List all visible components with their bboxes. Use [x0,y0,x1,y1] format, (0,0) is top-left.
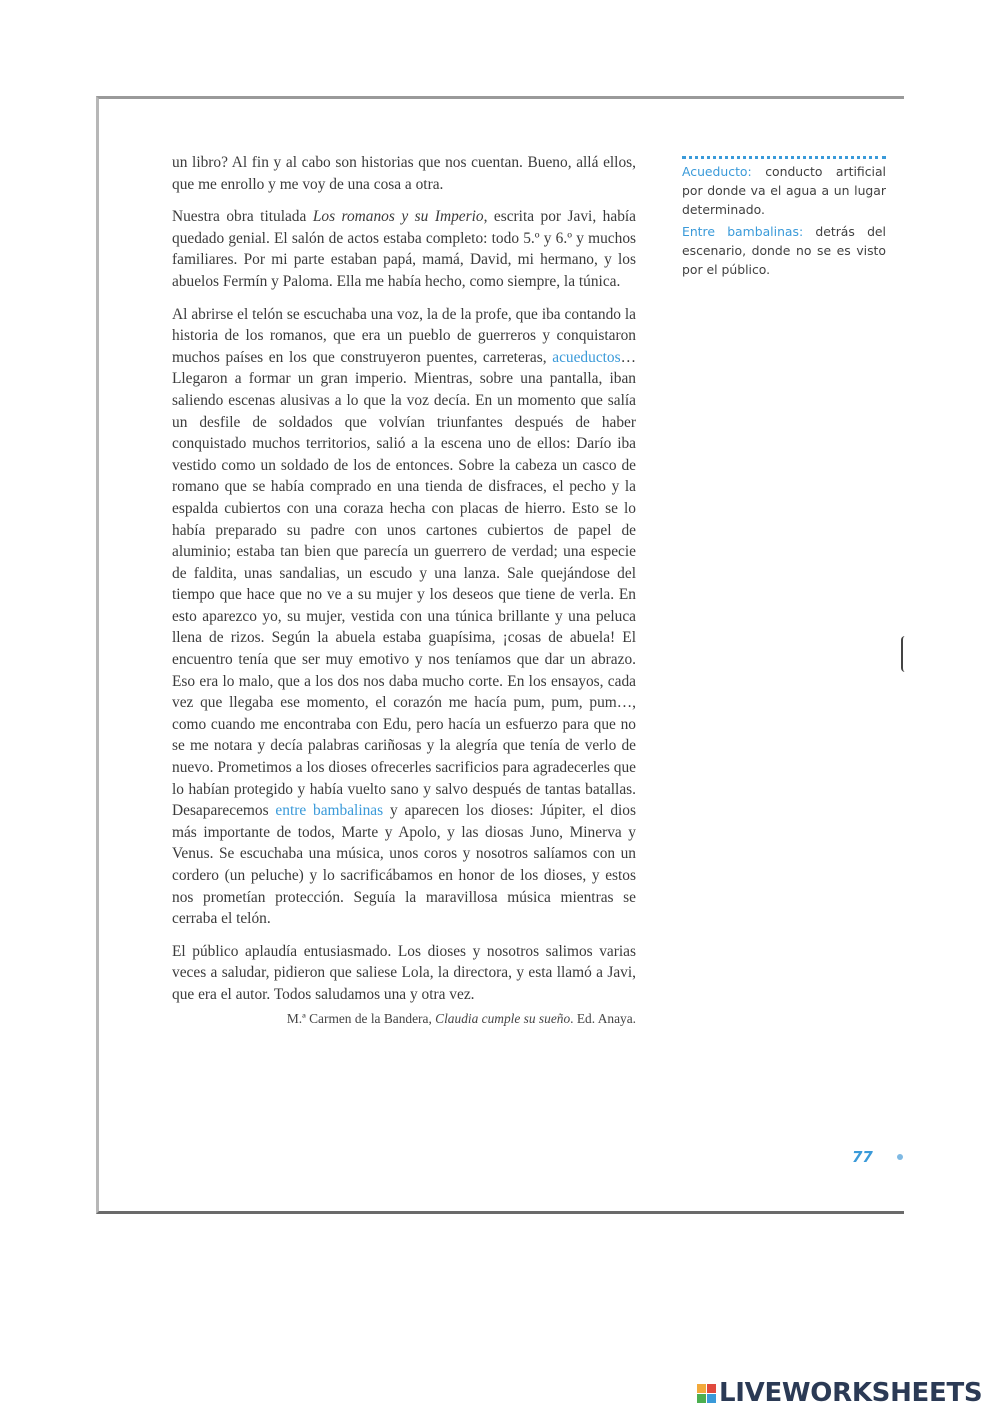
main-text-column [172,152,636,1028]
liveworksheets-wordmark: LIVEWORKSHEETS [719,1378,983,1408]
paragraph-4: El público aplaudía entusiasmado. Los dioses y nosotros salimos varias veces a saludar, pidieron que saliese Lola, la directora, y esta llamó a Javi, que era el autor. Todos saludamos una y otra vez. [172,942,636,1003]
liveworksheets-logo [697,1378,982,1408]
paragraph-1: un libro? Al fin y al cabo son historias que nos cuentan. Bueno, allá ellos, que me enrollo y me voy de una cosa a otra. [172,154,636,193]
paragraph-2: Nuestra obra titulada Los romanos y su Imperio, escrita por Javi, había quedado genial. El salón de actos estaba completo: todo 5.º y 6.º y muchos familiares. Por mi parte estaban papá, mamá, David, mi hermano, y los abuelos Fermín y Paloma. Ella me había hecho, como siempre, la túnica. [172,208,636,290]
glossary-term: Acueducto: [682,164,752,179]
source-citation: M.ª Carmen de la Bandera, Claudia cumple su sueño. Ed. Anaya. [286,1010,636,1026]
liveworksheets-icon [697,1384,716,1403]
play-title: Los romanos y su Imperio [312,208,484,226]
page-number: 77 [852,1148,873,1166]
glossary-definition: detrás del escenario, donde no se es visto por el público. [682,224,886,277]
paragraph-3: Al abrirse el telón se escuchaba una voz, la de la profe, que iba contando la historia de los romanos, que era un pueblo de guerreros y conquistaron muchos países en los que construyeron puentes, carreteras, acueductos… Llegaron a formar un gran imperio. Mientras, sobre una pantalla, iban saliendo escenas alusivas a lo que la voz decía. En un momento que salía un desfile de soldados que volvían triunfantes después de haber conquistado muchos territorios, salió a la escena uno de ellos: Darío iba vestido como un soldado de los de entonces. Sobre la cabeza un casco de romano que se había comprado en una tienda de disfraces, el pecho y la espalda cubiertos con una coraza hecha con placas de hierro. Esto se lo había preparado su padre con unos cartones cubiertos de papel de aluminio; estaba tan bien que parecía un guerrero de verdad; una especie de faldita, unas sandalias, un escudo y una lanza. Sale quejándose del tiempo que hace que no ve a su mujer y los deseos que tiene de verla. En esto aparezco yo, su mujer, vestida con una túnica brillante y una peluca llena de rizos. Según la abuela estaba guapísima, ¡cosas de abuela! El encuentro tenía que ser muy emotivo y nos teníamos que dar un abrazo. Eso era lo malo, que a los dos nos daba mucho corte. En los ensayos, cada vez que llegaba ese momento, el corazón me hacía pum, pum, pum…, como cuando me encontraba con Edu, pero hacía un esfuerzo para que no se me notara y decía palabras cariñosas y la alegría que tenía de verlo de nuevo. Prometimos a los dioses ofrecerles sacrificios para agradecerles que lo habían protegido y había vuelto sano y salvo después de tantas batallas. Desaparecemos entre bambalinas y aparecen los dioses: Júpiter, el dios más importante de todos, Marte y Apolo, y las diosas Juno, Minerva y Venus. Se escuchaba una música, unos coros y nosotros salíamos con un cordero (un peluche) y lo sacrificábamos en honor de los dioses, y estos nos prometían protección. Seguía la maravillosa música mientras se cerraba el telón. [172,305,636,928]
glossary-sidebar [682,156,886,282]
logo-square [697,1394,706,1403]
glossary-entry-acueducto [682,162,886,219]
glossary-entry-entre-bambalinas [682,222,886,279]
page-number-dot [897,1154,903,1160]
logo-square [707,1384,716,1393]
glossary-term: Entre bambalinas: [682,224,804,239]
glossary-link-acueductos[interactable]: acueductos [552,348,621,366]
glossary-link-entre-bambalinas[interactable]: entre bambalinas [275,802,384,820]
glossary-definition: conducto artificial por donde va el agua a un lugar determinado. [682,164,886,217]
book-title: Claudia cumple su sueño [435,1010,571,1026]
logo-square [707,1394,716,1403]
logo-square [697,1384,706,1393]
page-edge-mark [901,636,907,672]
